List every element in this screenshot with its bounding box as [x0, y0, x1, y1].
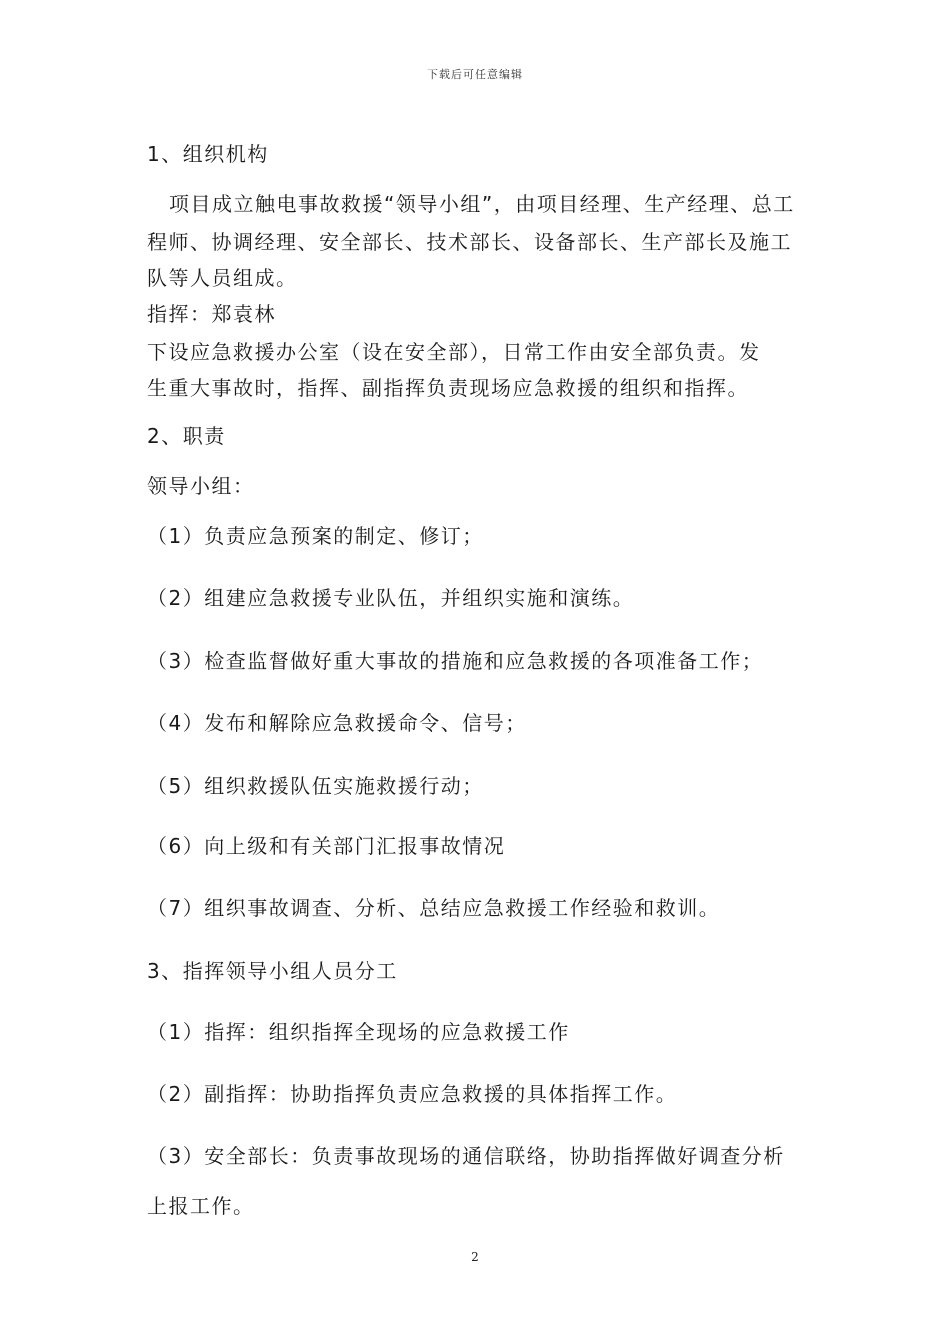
- paragraph-line: 生重大事故时，指挥、副指挥负责现场应急救援的组织和指挥。: [147, 376, 749, 400]
- paragraph-line: 程师、协调经理、安全部长、技术部长、设备部长、生产部长及施工: [147, 230, 792, 254]
- duty-item: （1）负责应急预案的制定、修订；: [147, 524, 484, 548]
- duty-item: （3）检查监督做好重大事故的措施和应急救援的各项准备工作；: [147, 649, 764, 673]
- duty-item: （5）组织救援队伍实施救援行动；: [147, 774, 484, 798]
- duty-item: （4）发布和解除应急救援命令、信号；: [147, 711, 527, 735]
- role-item: （1）指挥：组织指挥全现场的应急救援工作: [147, 1020, 570, 1044]
- header-note: 下载后可任意编辑: [427, 68, 523, 81]
- paragraph-line: 项目成立触电事故救援“领导小组”，由项目经理、生产经理、总工: [169, 192, 795, 216]
- section-heading-duties: 2、职责: [147, 424, 226, 448]
- duty-item: （7）组织事故调查、分析、总结应急救援工作经验和救训。: [147, 896, 721, 920]
- group-label: 领导小组：: [147, 474, 255, 498]
- section-heading-roles: 3、指挥领导小组人员分工: [147, 959, 398, 983]
- section-heading-organization: 1、组织机构: [147, 142, 269, 166]
- role-item: （2）副指挥：协助指挥负责应急救援的具体指挥工作。: [147, 1082, 678, 1106]
- paragraph-line: 队等人员组成。: [147, 266, 298, 290]
- paragraph-line: 下设应急救援办公室（设在安全部），日常工作由安全部负责。发: [147, 340, 761, 364]
- role-item-continuation: 上报工作。: [147, 1194, 255, 1218]
- duty-item: （6）向上级和有关部门汇报事故情况: [147, 834, 506, 858]
- commander-line: 指挥：郑袁林: [147, 302, 276, 326]
- role-item: （3）安全部长：负责事故现场的通信联络，协助指挥做好调查分析: [147, 1144, 785, 1168]
- duty-item: （2）组建应急救援专业队伍，并组织实施和演练。: [147, 586, 635, 610]
- page-number: 2: [471, 1250, 479, 1264]
